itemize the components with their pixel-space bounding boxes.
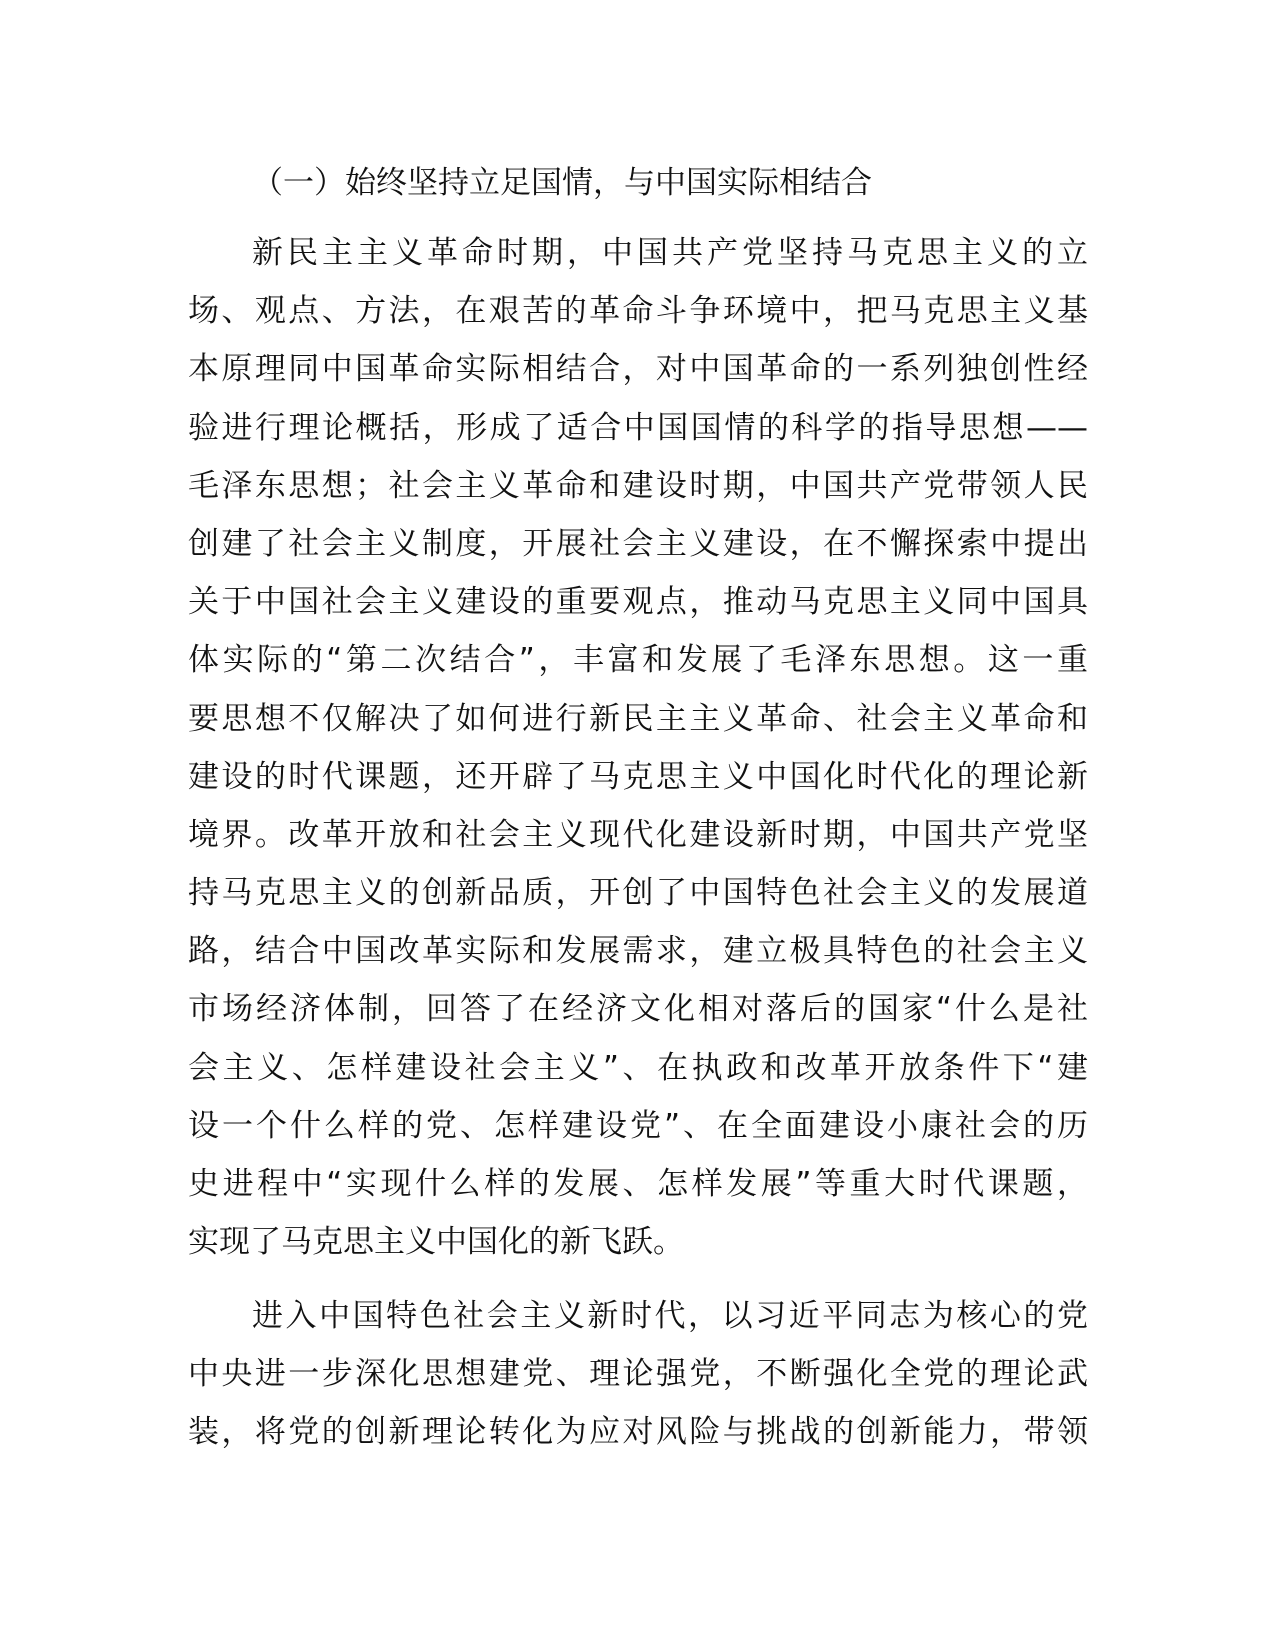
paragraph-line: 境界。改革开放和社会主义现代化建设新时期，中国共产党坚 [188,816,1088,853]
paragraph-line: 验进行理论概括，形成了适合中国国情的科学的指导思想—— [188,409,1088,446]
paragraph-line: 创建了社会主义制度，开展社会主义建设，在不懈探索中提出 [188,525,1088,562]
paragraph-line: 设一个什么样的党、怎样建设党”、在全面建设小康社会的历 [188,1107,1088,1144]
paragraph-2 [188,1287,1088,1462]
paragraph-line: 要思想不仅解决了如何进行新民主主义革命、社会主义革命和 [188,700,1088,737]
paragraph-line: 毛泽东思想；社会主义革命和建设时期，中国共产党带领人民 [188,467,1088,504]
section-heading: （一）始终坚持立足国情，与中国实际相结合 [252,165,872,201]
paragraph-line: 体实际的“第二次结合”，丰富和发展了毛泽东思想。这一重 [188,642,1088,679]
paragraph-1 [188,224,1088,1271]
paragraph-line: 持马克思主义的创新品质，开创了中国特色社会主义的发展道 [188,875,1088,912]
paragraph-line: 关于中国社会主义建设的重要观点，推动马克思主义同中国具 [188,584,1088,621]
paragraph-line: 进入中国特色社会主义新时代，以习近平同志为核心的党 [252,1298,1088,1334]
paragraph-line: 场、观点、方法，在艰苦的革命斗争环境中，把马克思主义基 [188,293,1088,330]
paragraph-line: 史进程中“实现什么样的发展、怎样发展”等重大时代课题， [188,1166,1088,1202]
paragraph-line: 会主义、怎样建设社会主义”、在执政和改革开放条件下“建 [188,1049,1088,1086]
paragraph-line: 建设的时代课题，还开辟了马克思主义中国化时代化的理论新 [188,758,1088,795]
paragraph-line: 装，将党的创新理论转化为应对风险与挑战的创新能力，带领 [188,1414,1088,1451]
paragraph-line: 新民主主义革命时期，中国共产党坚持马克思主义的立 [252,235,1088,271]
paragraph-line: 本原理同中国革命实际相结合，对中国革命的一系列独创性经 [188,351,1088,388]
paragraph-line: 中央进一步深化思想建党、理论强党，不断强化全党的理论武 [188,1356,1088,1393]
paragraph-line: 市场经济体制，回答了在经济文化相对落后的国家“什么是社 [188,991,1088,1028]
paragraph-line: 路，结合中国改革实际和发展需求，建立极具特色的社会主义 [188,933,1088,970]
paragraph-line: 实现了马克思主义中国化的新飞跃。 [188,1224,684,1261]
